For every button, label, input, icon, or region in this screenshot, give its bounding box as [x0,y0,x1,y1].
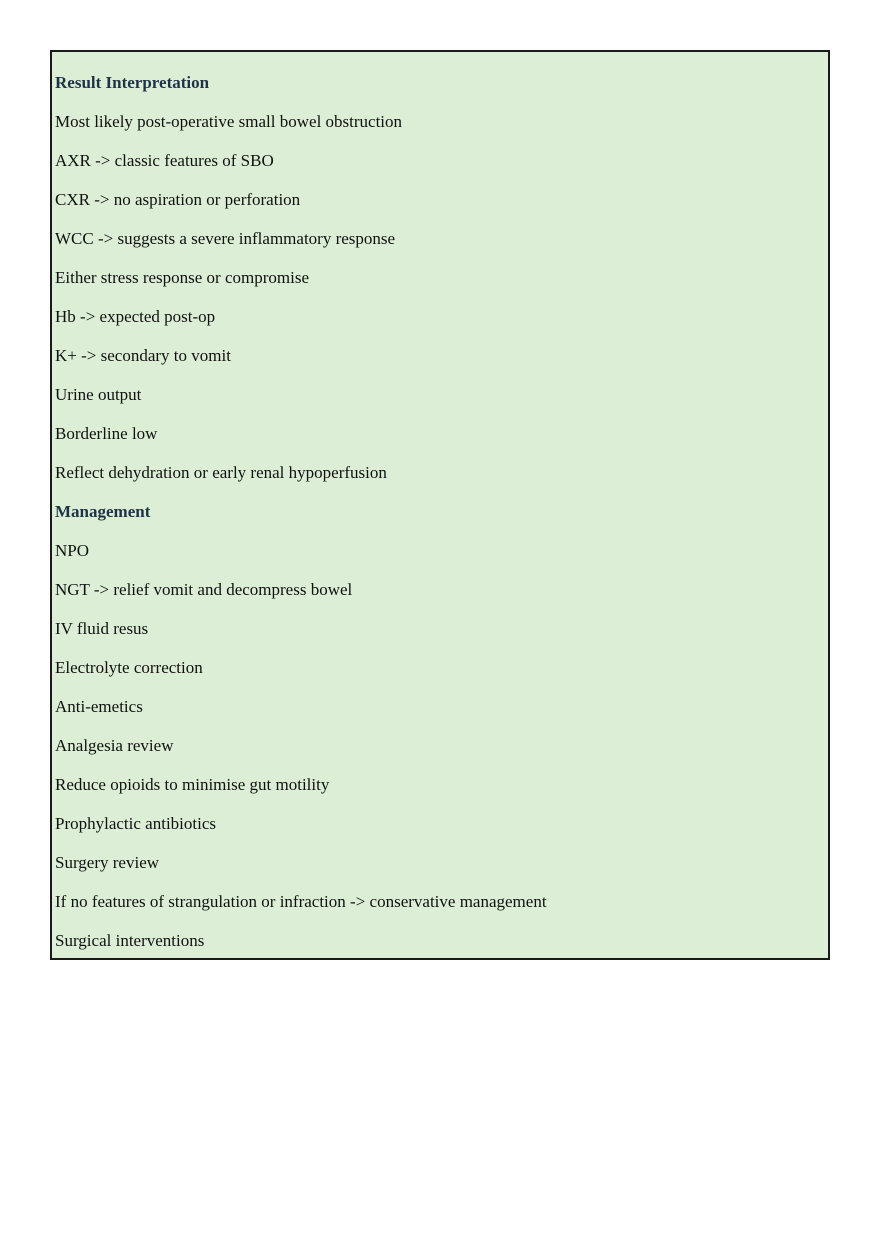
list-item: Surgical interventions [55,931,205,950]
list-item: Anti-emetics [55,697,143,716]
list-item: Electrolyte correction [55,658,203,677]
list-item: Either stress response or compromise [55,268,309,287]
list-item: Reflect dehydration or early renal hypoperfusion [55,463,387,482]
section-heading-result-interpretation: Result Interpretation [55,73,210,92]
list-item: If no features of strangulation or infraction -> conservative management [55,892,547,911]
list-item: K+ -> secondary to vomit [55,346,231,365]
section-heading-management: Management [55,502,151,521]
list-item: AXR -> classic features of SBO [55,151,274,170]
list-item: Reduce opioids to minimise gut motility [55,775,330,794]
list-item: NPO [55,541,90,560]
list-item: CXR -> no aspiration or perforation [55,190,301,209]
list-item: Most likely post-operative small bowel obstruction [55,112,403,131]
list-item: Surgery review [55,853,160,872]
list-item: Borderline low [55,424,158,443]
list-item: NGT -> relief vomit and decompress bowel [55,580,353,599]
list-item: Prophylactic antibiotics [55,814,216,833]
list-item: Analgesia review [55,736,174,755]
list-item: Urine output [55,385,142,404]
list-item: WCC -> suggests a severe inflammatory response [55,229,396,248]
list-item: IV fluid resus [55,619,149,638]
notes-content [55,72,824,969]
notes-panel [50,50,830,960]
list-item: Hb -> expected post-op [55,307,216,326]
